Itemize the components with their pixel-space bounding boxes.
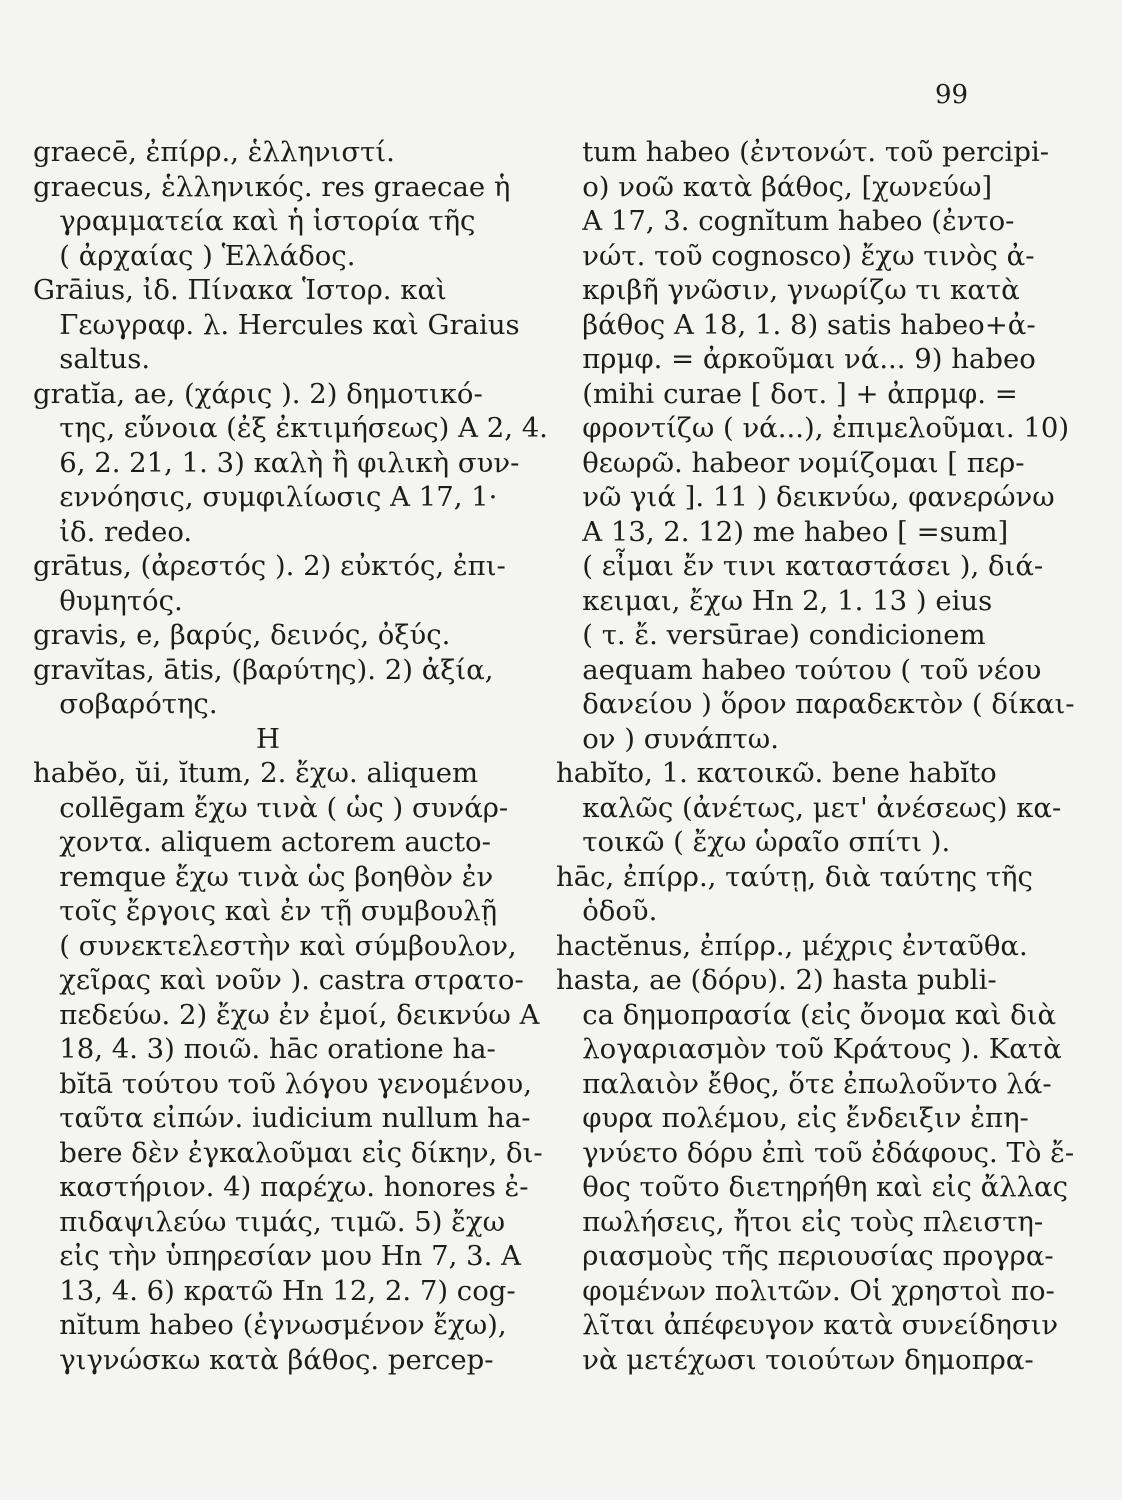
- dictionary-line: κριβῆ γνῶσιν, γνωρίζω τι κατὰ: [556, 274, 1020, 306]
- dictionary-line: ( τ. ἔ. versūrae) condicionem: [556, 619, 986, 651]
- dictionary-line: νώτ. τοῦ cognosco) ἔχω τινὸς ἀ-: [556, 239, 1035, 272]
- dictionary-line: ( συνεκτελεστὴν καὶ σύμβουλον,: [33, 929, 517, 962]
- dictionary-line: Α 13, 2. 12) me habeo [ =sum]: [556, 515, 1009, 548]
- dictionary-line: hasta, ae (δόρυ). 2) hasta publi-: [556, 964, 997, 996]
- dictionary-line: 6, 2. 21, 1. 3) καλὴ ἢ φιλικὴ συν-: [33, 446, 520, 479]
- dictionary-line: τοῖς ἔργοις καὶ ἐν τῇ συμβουλῇ: [33, 895, 498, 927]
- dictionary-line: 18, 4. 3) ποιῶ. hāc oratione ha-: [33, 1033, 496, 1065]
- dictionary-line: φροντίζω ( νά...), ἐπιμελοῦμαι. 10): [556, 412, 1070, 444]
- dictionary-line: γνύετο δόρυ ἐπὶ τοῦ ἐδάφους. Τὸ ἔ-: [556, 1136, 1075, 1169]
- dictionary-line: φομένων πολιτῶν. Οἱ χρηστοὶ πο-: [556, 1274, 1055, 1307]
- page-number: 99: [935, 80, 969, 110]
- section-letter-heading: Η: [256, 722, 280, 755]
- dictionary-line: ca δημοπρασία (εἰς ὄνομα καὶ διὰ: [556, 998, 1057, 1031]
- dictionary-line: ταῦτα εἰπών. iudicium nullum ha-: [33, 1102, 531, 1134]
- dictionary-line: λογαριασμὸν τοῦ Κράτους ). Κατὰ: [556, 1033, 1062, 1065]
- dictionary-line: Α 17, 3. cognĭtum habeo (ἐντο-: [556, 205, 1015, 237]
- dictionary-line: Grāius, ἰδ. Πίνακα Ἱστορ. καὶ: [33, 274, 447, 306]
- dictionary-line: δανείου ) ὅρον παραδεκτὸν ( δίκαι-: [556, 688, 1075, 720]
- dictionary-line: graecus, ἑλληνικός. res graecae ἡ: [33, 170, 511, 203]
- dictionary-line: graecē, ἐπίρρ., ἑλληνιστί.: [33, 136, 395, 168]
- dictionary-line: θεωρῶ. habeor νομίζομαι [ περ-: [556, 446, 1025, 479]
- dictionary-line: gravis, e, βαρύς, δεινός, ὀξύς.: [33, 619, 451, 651]
- dictionary-line: ριασμοὺς τῆς περιουσίας προγρα-: [556, 1240, 1054, 1272]
- dictionary-line: της, εὔνοια (ἐξ ἐκτιμήσεως) Α 2, 4.: [33, 412, 548, 444]
- dictionary-line: tum habeo (ἐντονώτ. τοῦ percipi-: [556, 136, 1050, 168]
- dictionary-line: γιγνώσκω κατὰ βάθος. percep-: [33, 1343, 494, 1376]
- dictionary-line: καλῶς (ἀνέτως, μετ' ἀνέσεως) κα-: [556, 791, 1062, 824]
- dictionary-line: εννόησις, συμφιλίωσις Α 17, 1·: [33, 481, 498, 513]
- dictionary-line: nĭtum habeo (ἐγνωσμένον ἔχω),: [33, 1309, 507, 1341]
- dictionary-line: φυρα πολέμου, εἰς ἔνδειξιν ἐπη-: [556, 1102, 1029, 1134]
- right-column: [556, 135, 1075, 1377]
- dictionary-line: gravĭtas, ātis, (βαρύτης). 2) ἀξία,: [33, 653, 494, 686]
- dictionary-line: ὁδοῦ.: [556, 895, 658, 927]
- dictionary-line: ἰδ. redeo.: [33, 515, 193, 548]
- dictionary-line: ( εἶμαι ἔν τινι καταστάσει ), διά-: [556, 550, 1044, 582]
- dictionary-line: habĕo, ŭi, ĭtum, 2. ἔχω. aliquem: [33, 757, 479, 789]
- dictionary-line: γραμματεία καὶ ἡ ἱστορία τῆς: [33, 205, 476, 237]
- dictionary-line: νῶ γιά ]. 11 ) δεικνύω, φανερώνω: [556, 481, 1055, 513]
- dictionary-line: χοντα. aliquem actorem aucto-: [33, 826, 491, 858]
- dictionary-line: aequam habeo τούτου ( τοῦ νέου: [556, 653, 1042, 686]
- dictionary-line: σοβαρότης.: [33, 688, 218, 720]
- dictionary-line: gratĭa, ae, (χάρις ). 2) δημοτικό-: [33, 377, 483, 410]
- dictionary-line: κειμαι, ἔχω Hn 2, 1. 13 ) eius: [556, 584, 993, 617]
- dictionary-line: παλαιὸν ἔθος, ὅτε ἐπωλοῦντο λά-: [556, 1067, 1052, 1100]
- dictionary-line: (mihi curae [ δοτ. ] + ἀπρμφ. =: [556, 377, 1018, 410]
- dictionary-line: hactĕnus, ἐπίρρ., μέχρις ἐνταῦθα.: [556, 929, 1028, 962]
- dictionary-line: bĭtā τούτου τοῦ λόγου γενομένου,: [33, 1067, 533, 1100]
- dictionary-line: ον ) συνάπτω.: [556, 722, 779, 755]
- dictionary-line: Γεωγραφ. λ. Hercules καὶ Graius: [33, 308, 520, 341]
- dictionary-line: saltus.: [33, 343, 151, 375]
- dictionary-line: πεδεύω. 2) ἔχω ἐν ἐμοί, δεικνύω Α: [33, 998, 540, 1031]
- dictionary-line: grātus, (ἀρεστός ). 2) εὐκτός, ἐπι-: [33, 550, 506, 582]
- dictionary-line: πωλήσεις, ἤτοι εἰς τοὺς πλειστη-: [556, 1205, 1044, 1238]
- dictionary-line: remque ἔχω τινὰ ὡς βοηθὸν ἐν: [33, 860, 494, 893]
- dictionary-line: πιδαψιλεύω τιμάς, τιμῶ. 5) ἔχω: [33, 1205, 506, 1238]
- dictionary-line: 13, 4. 6) κρατῶ Hn 12, 2. 7) cog-: [33, 1274, 516, 1307]
- dictionary-line: collēgam ἔχω τινὰ ( ὡς ) συνάρ-: [33, 791, 509, 824]
- dictionary-line: εἰς τὴν ὑπηρεσίαν μου Hn 7, 3. Α: [33, 1240, 521, 1272]
- dictionary-line: o) νοῶ κατὰ βάθος, [χωνεύω]: [556, 170, 993, 203]
- dictionary-line: πρμφ. = ἀρκοῦμαι νά... 9) habeo: [556, 343, 1036, 375]
- dictionary-line: hāc, ἐπίρρ., ταύτῃ, διὰ ταύτης τῆς: [556, 860, 1033, 893]
- dictionary-line: bere δὲν ἐγκαλοῦμαι εἰς δίκην, δι-: [33, 1136, 543, 1169]
- dictionary-line: νὰ μετέχωσι τοιούτων δημοπρα-: [556, 1343, 1034, 1376]
- dictionary-line: θυμητός.: [33, 584, 183, 617]
- dictionary-line: χεῖρας καὶ νοῦν ). castra στρατο-: [33, 964, 524, 996]
- dictionary-line: τοικῶ ( ἔχω ὡραῖο σπίτι ).: [556, 826, 951, 858]
- left-column: [33, 135, 548, 1377]
- dictionary-line: habĭto, 1. κατοικῶ. bene habĭto: [556, 757, 997, 789]
- dictionary-line: ( ἀρχαίας ) Ἑλλάδος.: [33, 239, 356, 272]
- dictionary-line: θος τοῦτο διετηρήθη καὶ εἰς ἄλλας: [556, 1171, 1069, 1203]
- dictionary-line: λῖται ἀπέφευγον κατὰ συνείδησιν: [556, 1309, 1059, 1341]
- dictionary-line: βάθος Α 18, 1. 8) satis habeo+ἀ-: [556, 308, 1036, 341]
- dictionary-line: καστήριον. 4) παρέχω. honores ἐ-: [33, 1171, 529, 1203]
